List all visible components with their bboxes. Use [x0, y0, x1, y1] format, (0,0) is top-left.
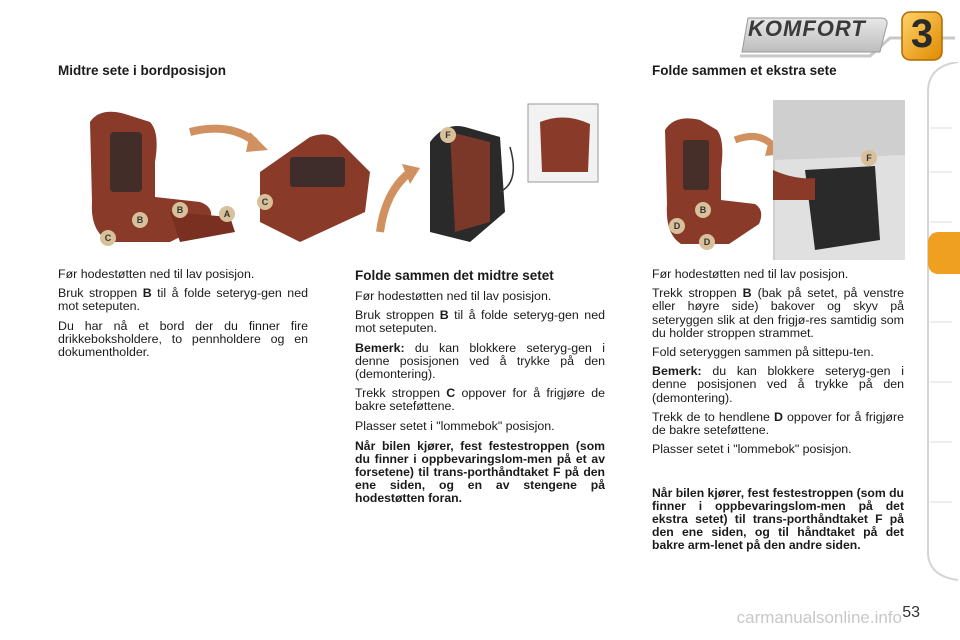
- extra-seat-illustration: [655, 100, 905, 260]
- image-label-b: B: [699, 205, 707, 215]
- middle-column-text: [355, 290, 605, 439]
- chapter-title: KOMFORT: [748, 16, 866, 41]
- right-p3: Fold seteryggen sammen på sittepu-ten.: [652, 345, 874, 360]
- middle-note: Når bilen kjører, fest festestroppen (som du finner i oppbevaringslom-men på et av forsetene) til trans-porthåndtaket F på den ene siden, og en av stengene på hodestøtten foran.: [355, 439, 605, 505]
- image-label-d1: D: [673, 221, 681, 231]
- image-label-b2: B: [176, 205, 184, 215]
- image-label-f-right: F: [866, 153, 872, 163]
- left-section-title: Midtre sete i bordposisjon: [58, 63, 227, 78]
- right-p1: Før hodestøtten ned til lav posisjon.: [652, 267, 849, 281]
- image-label-f: F: [445, 130, 451, 140]
- middle-p5: Plasser setet i "lommebok" posisjon.: [355, 418, 555, 433]
- image-label-d2: D: [703, 237, 711, 247]
- middle-p2: Bruk stroppen B til å folde seteryg-gen ned mot seteputen.: [355, 308, 605, 336]
- chapter-number: 3: [910, 12, 934, 56]
- right-section-title: Folde sammen et ekstra sete: [652, 63, 837, 78]
- right-p2: Trekk stroppen B (bak på setet, på venstre eller høyre side) bakover og skyv på seteryggen slik at den frigjø-res samtidig som du holder stroppen strammet.: [652, 286, 904, 340]
- right-p5: Trekk de to hendlene D oppover for å frigjøre de bakre seteføttene.: [652, 409, 904, 438]
- image-label-b1: B: [136, 215, 144, 225]
- chapter-tab-strip: [920, 62, 960, 582]
- left-p3: Du har nå et bord der du finner fire drikkeboksholdere, to pennholdere og en dokumentholder.: [58, 318, 308, 360]
- right-note: Når bilen kjører, fest festestroppen (som du finner i oppbevaringslom-men på det ekstra setet) til trans-porthåndtaket F på den ene siden, og til håndtaket på det bakre arm-lenet på den andre siden.: [652, 486, 904, 552]
- left-column-text: [58, 268, 308, 365]
- middle-p3: Bemerk: du kan blokkere seteryg-gen i denne posisjonen ved å trykke på den (demontering).: [355, 340, 605, 382]
- image-label-a: A: [223, 209, 231, 219]
- right-p6: Plasser setet i "lommebok" posisjon.: [652, 442, 852, 457]
- seat-folding-illustration: [70, 102, 600, 257]
- middle-p4: Trekk stroppen C oppover for å frigjøre de bakre seteføttene.: [355, 386, 605, 414]
- left-p2: Bruk stroppen B til å folde seteryg-gen ned mot seteputen.: [58, 286, 308, 314]
- image-label-c2: C: [261, 197, 269, 207]
- right-p4: Bemerk: du kan blokkere seteryg-gen i denne posisjonen ved å trykke på den (demontering).: [652, 364, 904, 405]
- middle-p1: Før hodestøtten ned til lav posisjon.: [355, 289, 552, 303]
- active-chapter-tab: [928, 232, 960, 274]
- image-label-c1: C: [104, 233, 112, 243]
- right-column-text: [652, 268, 904, 462]
- watermark: carmanualsonline.info: [736, 608, 902, 627]
- middle-section-title: Folde sammen det midtre setet: [355, 268, 554, 283]
- left-p1: Før hodestøtten ned til lav posisjon.: [58, 267, 255, 281]
- page-number: 53: [902, 604, 920, 621]
